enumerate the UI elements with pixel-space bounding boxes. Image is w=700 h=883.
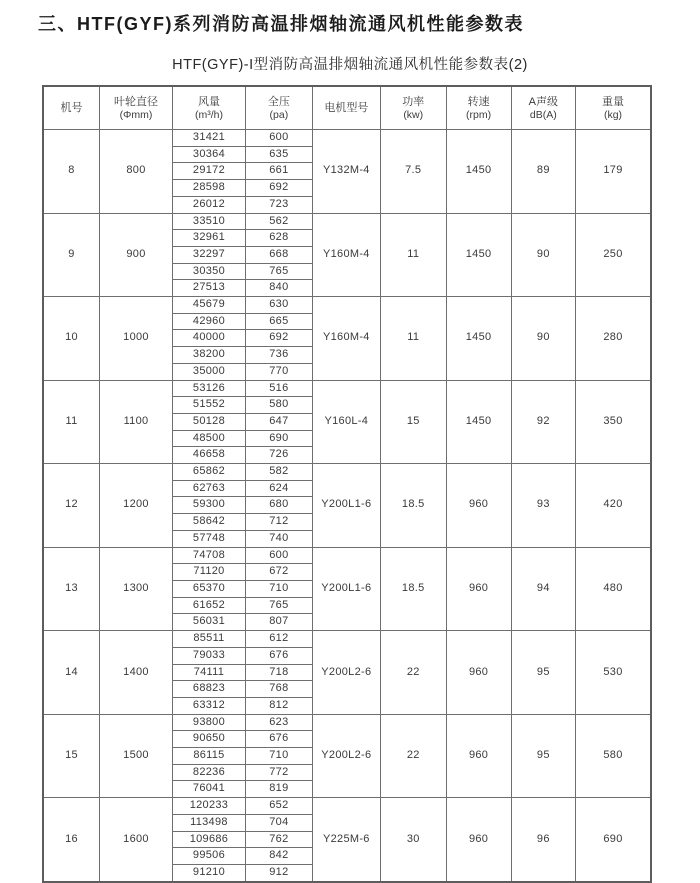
cell-total-pressure: 630 [245,297,312,314]
cell-total-pressure: 770 [245,363,312,380]
cell-air-flow: 45679 [172,297,245,314]
cell-total-pressure: 912 [245,864,312,881]
cell-total-pressure: 710 [245,748,312,765]
cell-total-pressure: 600 [245,130,312,147]
cell-power: 30 [380,798,446,882]
cell-model-no: 8 [43,130,100,214]
header-unit: (m³/h) [194,108,223,121]
cell-motor-model: Y160M-4 [312,213,380,297]
spec-table-body [43,130,651,882]
cell-air-flow: 35000 [172,363,245,380]
cell-total-pressure: 718 [245,664,312,681]
cell-air-flow: 74111 [172,664,245,681]
cell-motor-model: Y200L1-6 [312,547,380,631]
cell-air-flow: 82236 [172,764,245,781]
cell-air-flow: 61652 [172,597,245,614]
cell-total-pressure: 840 [245,280,312,297]
cell-total-pressure: 668 [245,246,312,263]
cell-total-pressure: 765 [245,263,312,280]
cell-power: 22 [380,631,446,715]
cell-motor-model: Y160M-4 [312,297,380,381]
cell-air-flow: 32297 [172,246,245,263]
cell-air-flow: 74708 [172,547,245,564]
cell-weight: 580 [576,714,651,798]
cell-air-flow: 50128 [172,413,245,430]
header-unit: (kw) [403,108,424,121]
cell-air-flow: 85511 [172,631,245,648]
cell-total-pressure: 692 [245,330,312,347]
cell-noise-level: 93 [511,464,575,548]
cell-noise-level: 95 [511,631,575,715]
cell-model-no: 12 [43,464,100,548]
cell-weight: 690 [576,798,651,882]
cell-speed: 960 [446,547,511,631]
cell-air-flow: 68823 [172,681,245,698]
cell-total-pressure: 516 [245,380,312,397]
cell-air-flow: 90650 [172,731,245,748]
cell-model-no: 15 [43,714,100,798]
cell-power: 15 [380,380,446,464]
cell-air-flow: 53126 [172,380,245,397]
cell-total-pressure: 580 [245,397,312,414]
cell-air-flow: 76041 [172,781,245,798]
cell-total-pressure: 762 [245,831,312,848]
table-row [43,297,651,314]
header-cell-weight [576,86,651,130]
cell-total-pressure: 680 [245,497,312,514]
cell-model-no: 13 [43,547,100,631]
cell-power: 7.5 [380,130,446,214]
header-cell-motor-model [312,86,380,130]
cell-air-flow: 93800 [172,714,245,731]
table-row [43,547,651,564]
cell-motor-model: Y200L2-6 [312,631,380,715]
cell-air-flow: 86115 [172,748,245,765]
cell-impeller-diameter: 1400 [100,631,173,715]
cell-air-flow: 48500 [172,430,245,447]
cell-impeller-diameter: 1300 [100,547,173,631]
header-label: 重量 [602,95,625,108]
cell-total-pressure: 740 [245,530,312,547]
cell-air-flow: 30350 [172,263,245,280]
header-label: 转速 [467,95,490,108]
header-label: 功率 [402,95,425,108]
cell-noise-level: 94 [511,547,575,631]
cell-total-pressure: 704 [245,814,312,831]
cell-weight: 530 [576,631,651,715]
cell-total-pressure: 712 [245,514,312,531]
cell-noise-level: 96 [511,798,575,882]
cell-total-pressure: 628 [245,230,312,247]
cell-power: 18.5 [380,464,446,548]
cell-air-flow: 109686 [172,831,245,848]
cell-air-flow: 91210 [172,864,245,881]
cell-model-no: 9 [43,213,100,297]
header-cell-power [380,86,446,130]
cell-total-pressure: 624 [245,480,312,497]
cell-weight: 250 [576,213,651,297]
header-cell-speed [446,86,511,130]
cell-total-pressure: 723 [245,196,312,213]
cell-total-pressure: 623 [245,714,312,731]
cell-noise-level: 89 [511,130,575,214]
cell-total-pressure: 692 [245,180,312,197]
cell-total-pressure: 819 [245,781,312,798]
table-row [43,798,651,815]
header-cell-total-pressure [245,86,312,130]
header-unit: dB(A) [529,108,557,121]
cell-air-flow: 113498 [172,814,245,831]
cell-air-flow: 79033 [172,647,245,664]
cell-air-flow: 27513 [172,280,245,297]
cell-air-flow: 51552 [172,397,245,414]
cell-air-flow: 46658 [172,447,245,464]
cell-total-pressure: 562 [245,213,312,230]
cell-impeller-diameter: 1000 [100,297,173,381]
cell-speed: 1450 [446,130,511,214]
header-cell-air-flow [172,86,245,130]
header-unit: (rpm) [466,108,492,121]
cell-speed: 1450 [446,297,511,381]
table-row [43,464,651,481]
header-unit: (kg) [603,108,623,121]
cell-total-pressure: 768 [245,681,312,698]
cell-total-pressure: 661 [245,163,312,180]
cell-air-flow: 59300 [172,497,245,514]
cell-total-pressure: 807 [245,614,312,631]
cell-total-pressure: 690 [245,430,312,447]
cell-weight: 179 [576,130,651,214]
header-label: 叶轮直径 [114,95,158,108]
header-label: 全压 [267,95,290,108]
cell-total-pressure: 672 [245,564,312,581]
cell-total-pressure: 812 [245,697,312,714]
header-label: 机号 [60,102,83,114]
table-row [43,714,651,731]
header-unit: (pa) [269,108,289,121]
cell-noise-level: 90 [511,213,575,297]
cell-air-flow: 56031 [172,614,245,631]
cell-total-pressure: 765 [245,597,312,614]
cell-air-flow: 33510 [172,213,245,230]
cell-power: 22 [380,714,446,798]
cell-power: 18.5 [380,547,446,631]
cell-speed: 1450 [446,213,511,297]
cell-impeller-diameter: 800 [100,130,173,214]
cell-impeller-diameter: 1500 [100,714,173,798]
cell-air-flow: 120233 [172,798,245,815]
cell-air-flow: 99506 [172,848,245,865]
header-cell-noise-level [511,86,575,130]
cell-air-flow: 58642 [172,514,245,531]
cell-air-flow: 40000 [172,330,245,347]
header-label: 风量 [197,95,220,108]
fan-spec-table [42,85,652,883]
cell-impeller-diameter: 1200 [100,464,173,548]
cell-motor-model: Y200L1-6 [312,464,380,548]
page-title: 三、HTF(GYF)系列消防高温排烟轴流通风机性能参数表 [38,14,524,34]
cell-speed: 960 [446,631,511,715]
header-unit: (Φmm) [119,108,153,121]
header-label: 电机型号 [324,102,369,114]
cell-motor-model: Y200L2-6 [312,714,380,798]
cell-air-flow: 65370 [172,580,245,597]
cell-model-no: 10 [43,297,100,381]
header-label: A声级 [528,95,558,108]
cell-weight: 480 [576,547,651,631]
cell-impeller-diameter: 1100 [100,380,173,464]
cell-impeller-diameter: 900 [100,213,173,297]
cell-power: 11 [380,213,446,297]
cell-speed: 960 [446,798,511,882]
cell-air-flow: 65862 [172,464,245,481]
cell-noise-level: 92 [511,380,575,464]
cell-air-flow: 28598 [172,180,245,197]
cell-air-flow: 29172 [172,163,245,180]
cell-total-pressure: 736 [245,347,312,364]
header-row [43,86,651,130]
cell-air-flow: 42960 [172,313,245,330]
cell-total-pressure: 582 [245,464,312,481]
cell-speed: 960 [446,714,511,798]
cell-noise-level: 90 [511,297,575,381]
cell-air-flow: 32961 [172,230,245,247]
cell-motor-model: Y160L-4 [312,380,380,464]
cell-power: 11 [380,297,446,381]
header-cell-model-no [43,86,100,130]
cell-total-pressure: 772 [245,764,312,781]
cell-noise-level: 95 [511,714,575,798]
cell-total-pressure: 676 [245,731,312,748]
cell-model-no: 11 [43,380,100,464]
cell-total-pressure: 726 [245,447,312,464]
cell-air-flow: 30364 [172,146,245,163]
cell-total-pressure: 635 [245,146,312,163]
cell-total-pressure: 665 [245,313,312,330]
cell-total-pressure: 842 [245,848,312,865]
table-subtitle: HTF(GYF)-I型消防高温排烟轴流通风机性能参数表(2) [172,57,528,73]
cell-total-pressure: 710 [245,580,312,597]
cell-speed: 960 [446,464,511,548]
cell-motor-model: Y225M-6 [312,798,380,882]
cell-speed: 1450 [446,380,511,464]
header-cell-impeller-diameter [100,86,173,130]
cell-model-no: 14 [43,631,100,715]
cell-weight: 280 [576,297,651,381]
cell-weight: 420 [576,464,651,548]
cell-air-flow: 71120 [172,564,245,581]
cell-total-pressure: 676 [245,647,312,664]
table-row [43,631,651,648]
cell-total-pressure: 600 [245,547,312,564]
table-row [43,380,651,397]
cell-impeller-diameter: 1600 [100,798,173,882]
cell-air-flow: 26012 [172,196,245,213]
cell-air-flow: 62763 [172,480,245,497]
cell-air-flow: 63312 [172,697,245,714]
cell-model-no: 16 [43,798,100,882]
cell-total-pressure: 612 [245,631,312,648]
cell-weight: 350 [576,380,651,464]
table-row [43,130,651,147]
cell-air-flow: 31421 [172,130,245,147]
cell-air-flow: 57748 [172,530,245,547]
cell-motor-model: Y132M-4 [312,130,380,214]
cell-air-flow: 38200 [172,347,245,364]
spec-table-head [43,86,651,130]
table-row [43,213,651,230]
cell-total-pressure: 647 [245,413,312,430]
cell-total-pressure: 652 [245,798,312,815]
